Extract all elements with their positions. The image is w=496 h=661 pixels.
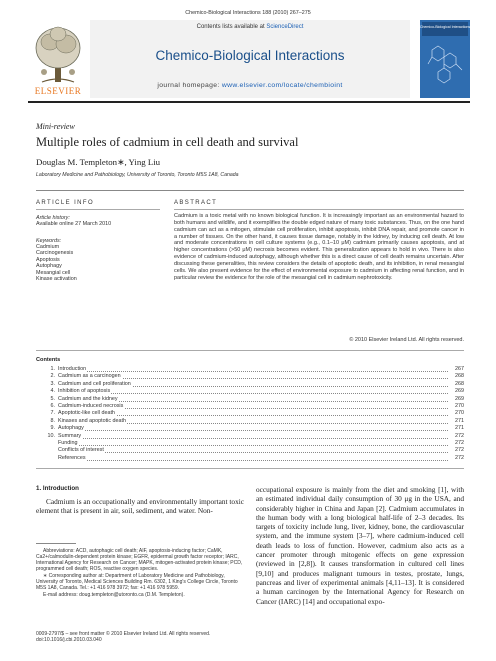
toc-title: Introduction	[58, 366, 87, 372]
toc-entry[interactable]	[36, 373, 464, 380]
author-affiliation: Laboratory Medicine and Pathobiology, University of Toronto, Toronto M5S 1A8, Canada	[36, 172, 239, 178]
toc-entry[interactable]	[36, 366, 464, 373]
article-type: Mini-review	[36, 122, 75, 131]
toc-title: Cadmium and the kidney	[58, 395, 118, 402]
toc-title: Apoptotic-like cell death	[58, 410, 115, 417]
toc-leader-dots	[58, 371, 448, 372]
toc-entry[interactable]	[36, 381, 464, 388]
introduction-heading: 1. Introduction	[36, 485, 79, 492]
toc-title: Funding	[58, 439, 78, 446]
toc-page: 270	[450, 403, 464, 410]
toc-page: 269	[450, 396, 464, 403]
toc-page: 272	[450, 455, 464, 462]
toc-page: 269	[450, 388, 464, 395]
abbreviations-footnote: Abbreviations: ACD, autophagic cell death; AIF, apoptosis-inducing factor; CaMK, Ca2+/calmodulin-dependent protein kinase; EGFR, epidermal growth factor receptor; IARC, International Agency for Research on Cancer; MAPK, mitogen-activated protein kinase; PCD, programmed cell death; ROS, reactive oxygen species.	[36, 548, 243, 572]
toc-page: 272	[450, 440, 464, 447]
toc-number: 9.	[50, 425, 55, 432]
journal-citation: Chemico-Biological Interactions 188 (2010) 267–275	[185, 10, 311, 16]
contents-bottom-rule	[36, 468, 464, 469]
introduction-text-right: occupational exposure is mainly from the diet and smoking [1], with an estimated individual daily consumption of 30 μg in the USA, and considerably higher in China and Japan [2]. Cadmium accumulates in the human body with a long biological half-life of 2–3 decades. Its targets of toxicity include lung, liver, kidney, bone, the cardiovascular system, and the immune system [3–7], where cadmium-induced cell death leads to loss of function. However, cadmium also acts as a cancer promoter through mitogenic effects on gene expression (reviewed in [2,8]). It causes transformation in cultured cell lines [9,10] and produces malignant tumours in testes, prostate, lungs, pancreas and liver of experimental animals [4,11–13]. It is considered a human carcinogen by the International Agency for Research on Cancer (IARC) [14] and occupational expo-	[256, 485, 464, 606]
keyword: Mesangial cell	[36, 269, 71, 276]
toc-entry[interactable]	[36, 433, 464, 440]
toc-page: 271	[450, 425, 464, 432]
toc-leader-dots	[58, 452, 448, 453]
abstract-text: Cadmium is a toxic metal with no known biological function. It is increasingly important as an environmental hazard to both humans and wildlife, and it exemplifies the double edged nature of many toxic substances. Thus, on the one hand cadmium can act as a mitogen, stimulate cell proliferation, inhibit apoptosis, inhibit DNA repair, and promote cancer in a number of tissues. On the other hand, it causes tissue damage, notably in the kidney, by inducing cell death. At low and moderate concentrations in cell culture systems (e.g., 0.1–10 μM) cadmium primarily causes apoptosis, and at higher concentrations (>50 μM) necrosis becomes evident. This generalization appears to hold in vivo. There is also evidence of cadmium-induced autophagy, although whether this is a direct cause of cell death remains uncertain. After discussing these generalities, this review considers the details of apoptotic death, and its inhibition, in renal mesangial cells. We also present evidence for the effect of environmental exposure to cadmium in affecting renal function, and in particular review the evidence for the role of the mesangial cell in cadmium nephrotoxicity.	[174, 213, 464, 281]
toc-title: Cadmium-induced necrosis	[58, 402, 124, 409]
toc-page: 270	[450, 410, 464, 417]
keywords-list	[36, 244, 77, 282]
cover-title: Chemico-Biological Interactions	[420, 25, 470, 29]
history-label: Article history:	[36, 215, 70, 221]
keyword: Apoptosis	[36, 256, 60, 263]
toc-number: 10.	[47, 432, 55, 439]
toc-page: 271	[450, 418, 464, 425]
toc-title: Inhibition of apoptosis	[58, 388, 111, 395]
toc-title: Cadmium as a carcinogen	[58, 373, 121, 380]
toc-title: References	[58, 454, 86, 461]
abstract-rule	[174, 209, 464, 210]
toc-leader-dots	[58, 393, 448, 394]
toc-number: 1.	[50, 366, 55, 372]
journal-banner	[90, 20, 410, 98]
toc-page: 272	[450, 447, 464, 454]
toc-title: Summary	[58, 432, 82, 439]
keyword: Kinase activation	[36, 276, 77, 283]
publisher-name: ELSEVIER	[34, 86, 82, 96]
abstract-heading: ABSTRACT	[174, 200, 218, 206]
toc-title: Autophagy	[58, 425, 84, 432]
masthead	[28, 20, 470, 98]
toc-leader-dots	[58, 430, 448, 431]
keyword: Cadmium	[36, 244, 60, 250]
table-of-contents	[36, 366, 464, 462]
contents-heading: Contents	[36, 357, 61, 363]
toc-leader-dots	[58, 460, 448, 461]
toc-title: Conflicts of interest	[58, 447, 104, 454]
keyword: Autophagy	[36, 263, 62, 270]
toc-entry[interactable]	[36, 418, 464, 425]
article-authors: Douglas M. Templeton∗, Ying Liu	[36, 157, 161, 167]
toc-page: 268	[450, 381, 464, 388]
sciencedirect-link[interactable]: ScienceDirect	[266, 24, 304, 30]
contents-availability	[90, 24, 410, 30]
homepage-link[interactable]: www.elsevier.com/locate/chembioint	[221, 82, 343, 89]
toc-number: 6.	[50, 402, 55, 409]
corresponding-author-footnote: ∗ Corresponding author at: Department of Laboratory Medicine and Pathobiology, University of Toronto, Medical Sciences Building Rm. 6302, 1 King's College Circle, Toronto M5S 1A8, Canada. Tel.: +1 416 978 3972; fax: +1 416 978 5959.	[36, 573, 238, 591]
article-title: Multiple roles of cadmium in cell death and survival	[36, 135, 299, 149]
keywords-label: Keywords:	[36, 238, 62, 244]
masthead-rule	[28, 101, 470, 103]
footnotes	[36, 548, 244, 599]
homepage-prefix: journal homepage:	[157, 82, 220, 89]
toc-entry[interactable]	[36, 388, 464, 395]
toc-entry[interactable]	[36, 410, 464, 417]
toc-entry[interactable]	[36, 425, 464, 432]
toc-number: 8.	[50, 417, 55, 424]
toc-page: 267	[450, 366, 464, 373]
contents-prefix: Contents lists available at	[196, 24, 265, 30]
toc-title: Kinases and apoptotic death	[58, 417, 127, 424]
toc-page: 272	[450, 433, 464, 440]
toc-number: 7.	[50, 410, 55, 417]
cover-thumbnail-icon	[420, 20, 470, 98]
journal-cover	[420, 20, 470, 98]
journal-title: Chemico-Biological Interactions	[155, 48, 345, 63]
toc-entry[interactable]	[36, 396, 464, 403]
footnote-rule	[36, 543, 76, 544]
keyword: Carcinogenesis	[36, 250, 74, 257]
toc-leader-dots	[58, 445, 448, 446]
toc-number: 2.	[50, 373, 55, 380]
issn-line: 0009-2797/$ – see front matter © 2010 Elsevier Ireland Ltd. All rights reserved.	[36, 631, 211, 637]
info-divider	[36, 190, 464, 191]
article-info-heading: ARTICLE INFO	[36, 200, 95, 206]
toc-number: 5.	[50, 395, 55, 402]
toc-number: 3.	[50, 380, 55, 387]
elsevier-logo	[28, 20, 88, 98]
doi-link[interactable]: doi:10.1016/j.cbi.2010.03.040	[36, 637, 102, 643]
toc-page: 268	[450, 373, 464, 380]
toc-entry[interactable]	[36, 440, 464, 447]
email-footnote: E-mail address: doug.templeton@utoronto.ca (D.M. Templeton).	[43, 592, 185, 598]
elsevier-tree-icon	[28, 20, 88, 98]
history-text: Available online 27 March 2010	[36, 221, 112, 227]
abstract-copyright: © 2010 Elsevier Ireland Ltd. All rights reserved.	[349, 337, 464, 343]
article-info-rule	[36, 209, 160, 210]
journal-homepage	[90, 82, 410, 89]
toc-title: Cadmium and cell proliferation	[58, 380, 131, 387]
toc-entry[interactable]	[36, 455, 464, 462]
toc-entry[interactable]	[36, 403, 464, 410]
introduction-text-left: Cadmium is an occupationally and environmentally important toxic element that is present in air, soil, sediment, and water. Non-	[36, 497, 244, 516]
abstract-bottom-rule	[36, 350, 464, 351]
toc-leader-dots	[58, 415, 448, 416]
toc-leader-dots	[58, 438, 448, 439]
toc-number: 4.	[50, 388, 55, 395]
toc-entry[interactable]	[36, 447, 464, 454]
